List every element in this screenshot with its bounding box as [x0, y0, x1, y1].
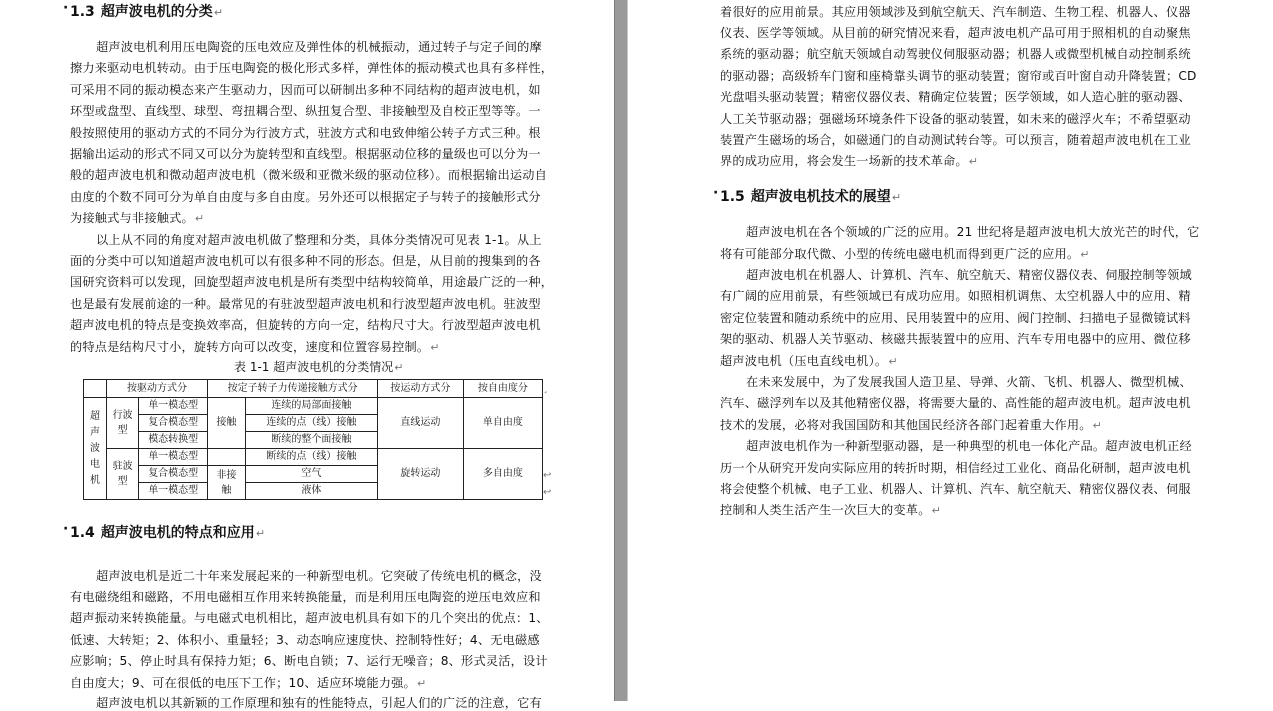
- text-line: [720, 245, 1090, 262]
- right-page: [628, 0, 1273, 701]
- table-cell-motion: 旋转运动: [378, 449, 464, 500]
- text-span: 超声波电机（压电直线电机）。: [720, 354, 888, 368]
- text-line: 历一个从研究开发向实际应用的转折时期，相信经过工业化、商品化研制，超声波电机: [720, 461, 1191, 475]
- text-span: 界的成功应用，将会发生一场新的技术革命。: [720, 154, 968, 168]
- text-line: 汽车、磁浮列车以及其他精密仪器，将需要大量的、高性能的超声波电机。超声波电机: [720, 396, 1191, 410]
- table-cell: 单一模态型: [139, 449, 208, 466]
- cell-text: 型: [117, 425, 128, 436]
- text-line: 有广阔的应用前景，有些领域已有成功应用。如照相机调焦、太空机器人中的应用、精: [720, 289, 1191, 303]
- table-header: 按驱动方式分: [106, 380, 207, 398]
- paragraph-mark: ↵: [968, 155, 979, 168]
- section-title: 超声波电机技术的展望: [750, 189, 891, 205]
- table-header: 按运动方式分: [378, 380, 464, 398]
- paragraph-mark: ↵: [194, 212, 205, 225]
- text-line: 应影响；5、停止时具有保持力矩；6、断电自锁；7、运行无噪音；8、形式灵活，设计: [70, 654, 548, 668]
- paragraph-mark: ↵: [888, 355, 898, 368]
- text-line: 系统的驱动器；航空航天领域自动驾驶仪伺服驱动器；机器人或微型机械自动控制系统: [720, 47, 1191, 61]
- page-gutter: [614, 0, 628, 701]
- cell-char: 电: [89, 458, 100, 470]
- cell-char: 机: [89, 474, 100, 486]
- table-cell: 复合模态型: [139, 466, 208, 483]
- table-cell-non-contact: [208, 466, 246, 500]
- text-line: 仪表、医学等领域。从目前的研究情况来看，超声波电机产品可用于照相机的自动聚焦: [720, 26, 1191, 40]
- cell-text: 驻波: [112, 461, 133, 472]
- table-cell: 单一模态型: [139, 398, 208, 415]
- caption-text: 表 1-1 超声波电机的分类情况: [234, 360, 394, 374]
- row-end-mark: ↩: [543, 487, 552, 498]
- cell-text: 型: [117, 476, 128, 487]
- text-line: 光盘唱头驱动装置；精密仪器仪表、精确定位装置；医学领域，如人造心脏的驱动器、: [720, 90, 1191, 104]
- paragraph-mark: ↵: [1080, 248, 1090, 261]
- text-line: 据输出运动的形式不同又可以分为旋转型和直线型。根据驱动位移的量级也可以分为一: [70, 147, 541, 161]
- paragraph-mark: ↵: [891, 191, 902, 204]
- table-cell: 断续的点（线）接触: [245, 449, 377, 466]
- section-title: 超声波电机的特点和应用: [100, 525, 255, 541]
- text-line: [70, 209, 204, 226]
- text-line: 也是最有发展前途的一种。最常见的有驻波型超声波电机和行波型超声波电机。驻波型: [70, 297, 541, 311]
- paragraph-mark: ↵: [931, 504, 942, 517]
- table-header: 按定子转子力传递接触方式分: [208, 380, 378, 398]
- text-span: 技术的发展，必将对我国国防和其他国民经济各部门起着重大作用。: [720, 418, 1092, 432]
- text-line: 超声振动来转换能量。与电磁式电机相比，超声波电机具有如下的几个突出的优点：1、: [70, 611, 549, 625]
- text-line: 有电磁绕组和磁路，不用电磁相互作用来转换能量，而是利用压电陶瓷的逆压电效应和: [70, 590, 541, 604]
- text-line: 将会使整个机械、电子工业、机器人、计算机、汽车、航空航天、精密仪器仪表、伺服: [720, 482, 1191, 496]
- row-end-mark: ↩: [543, 470, 552, 481]
- text-line: 般的超声波电机和微动超声波电机（微米级和亚微米级的驱动位移）。而根据输出运动自: [70, 168, 548, 182]
- table-cell-motion: 直线运动: [378, 398, 464, 449]
- table-cell: 复合模态型: [139, 415, 208, 432]
- text-line: [720, 501, 941, 518]
- cell-text: 行波: [112, 410, 133, 421]
- text-line: 超声波电机作为一种新型驱动器，是一种典型的机电一体化产品。超声波电机正经: [746, 439, 1192, 453]
- cell-char: 声: [89, 426, 100, 438]
- table-row: [84, 449, 543, 466]
- text-line: [720, 152, 978, 169]
- text-line: 环型或盘型、直线型、球型、弯扭耦合型、纵扭复合型、非接触型及自校正型等等。一: [70, 104, 541, 118]
- section-1-3-heading: [70, 1, 223, 21]
- text-line: 以上从不同的角度对超声波电机做了整理和分类，具体分类情况可见表 1-1。从上: [96, 233, 542, 247]
- cell-text: 非接: [216, 469, 237, 481]
- text-line: 由度的个数不同可分为单自由度与多自由度。另外还可以根据定子与转子的接触形式分: [70, 190, 541, 204]
- cell-text: 触: [221, 484, 232, 496]
- text-line: 超声波电机以其新颖的工作原理和独有的性能特点，引起人们的广泛的注意，它有: [96, 696, 542, 710]
- text-line: [70, 338, 440, 355]
- text-line: 装置产生磁场的场合，如磁通门的自动测试转台等。可以预言，随着超声波电机在工业: [720, 133, 1191, 147]
- paragraph-mark: ↵: [416, 677, 427, 690]
- table-cell-contact: 接触: [208, 398, 246, 449]
- table-cell-dof: 单自由度: [463, 398, 542, 449]
- paragraph-mark: ↵: [213, 6, 224, 19]
- text-line: 擦力来驱动电机转动。由于压电陶瓷的极化形式多样，弹性体的振动模式也具有多样性，: [70, 61, 554, 75]
- section-number: 1.4: [70, 525, 95, 541]
- table-cell-dof: 多自由度: [463, 449, 542, 500]
- paragraph-mark: ↵: [255, 527, 266, 540]
- cell-char: 超: [89, 410, 100, 422]
- table-cell: 断续的整个面接触: [245, 432, 377, 449]
- table-cell-traveling-wave: [106, 398, 138, 449]
- text-line: [70, 674, 426, 691]
- text-line: 架的驱动、机器人关节驱动、核磁共振装置中的应用、汽车专用电器中的应用、微位移: [720, 332, 1191, 346]
- table-header-corner: [84, 380, 107, 398]
- text-line: 密定位装置和随动系统中的应用、民用装置中的应用、阀门控制、扫描电子显微镜试料: [720, 311, 1191, 325]
- text-line: 低速、大转矩；2、体积小、重量轻；3、动态响应速度快、控制特性好；4、无电磁感: [70, 633, 540, 647]
- text-line: 般按照使用的驱动方式的不同分为行波方式，驻波方式和电致伸缩公转子方式三种。根: [70, 126, 541, 140]
- text-line: 超声波电机在各个领域的广泛的应用。21 世纪将是超声波电机大放光芒的时代，它: [746, 225, 1200, 239]
- text-line: 人工关节驱动器；强磁场环境条件下设备的驱动装置，如未来的磁浮火车；不希望驱动: [720, 112, 1191, 126]
- table-cell-standing-wave: [106, 449, 138, 500]
- section-number: 1.5: [720, 189, 745, 205]
- text-line: [720, 352, 898, 369]
- text-line: 超声波电机利用压电陶瓷的压电效应及弹性体的机械振动，通过转子与定子间的摩: [96, 40, 542, 54]
- table-cell: 连续的局部面接触: [245, 398, 377, 415]
- text-line: 可采用不同的振动模态来产生驱动力，因而可以研制出多种不同结构的超声波电机，如: [70, 83, 541, 97]
- text-line: 着很好的应用前景。其应用领域涉及到航空航天、汽车制造、生物工程、机器人、仪器: [720, 5, 1191, 19]
- left-page: [0, 0, 614, 710]
- table-cell: 模态转换型: [139, 432, 208, 449]
- table-cell: 单一模态型: [139, 483, 208, 500]
- text-line: 国研究资料可以发现，回旋型超声波电机是所有类型中结构较简单，用途最广泛的一种，: [70, 275, 554, 289]
- section-1-5-heading: [720, 186, 901, 206]
- text-line: 超声波电机是近二十年来发展起来的一种新型电机。它突破了传统电机的概念，没: [96, 569, 542, 583]
- text-line: [720, 416, 1102, 433]
- text-span: 将有可能部分取代微、小型的传统电磁电机而得到更广泛的应用。: [720, 247, 1080, 261]
- table-caption: [234, 358, 403, 375]
- cell-char: 波: [89, 442, 100, 454]
- classification-table: [83, 379, 543, 500]
- table-header-row: [84, 380, 543, 398]
- table-cell: 液体: [245, 483, 377, 500]
- section-1-4-heading: [70, 522, 265, 542]
- text-span: 的特点是结构尺寸小，旋转方向可以改变，速度和位置容易控制。: [70, 340, 430, 354]
- table-row: [84, 398, 543, 415]
- text-line: 超声波电机的特点是变换效率高，但旋转的方向一定，结构尺寸大。行波型超声波电机: [70, 318, 541, 332]
- section-title: 超声波电机的分类: [100, 4, 213, 20]
- table-cell-empty: [208, 449, 246, 466]
- text-line: 超声波电机在机器人、计算机、汽车、航空航天、精密仪器仪表、伺服控制等领域: [746, 268, 1192, 282]
- paragraph-mark: ↵: [394, 361, 404, 374]
- row-end-mark: ¸: [543, 383, 548, 394]
- table-cell: 空气: [245, 466, 377, 483]
- section-number: 1.3: [70, 4, 95, 20]
- text-span: 为接触式与非接触式。: [70, 211, 194, 225]
- table-cell-row-label: [84, 398, 107, 500]
- text-span: 自由度大；9、可在很低的电压下工作；10、适应环境能力强。: [70, 676, 416, 690]
- text-line: 的驱动器；高级轿车门窗和座椅靠头调节的驱动装置；窗帘或百叶窗自动升降装置；CD: [720, 69, 1197, 83]
- table-cell: 连续的点（线）接触: [245, 415, 377, 432]
- text-line: 在未来发展中，为了发展我国人造卫星、导弹、火箭、飞机、机器人、微型机械、: [746, 375, 1192, 389]
- paragraph-mark: ↵: [430, 341, 440, 354]
- text-line: 面的分类中可以知道超声波电机可以有很多种不同的形态。但是，从目前的搜集到的各: [70, 254, 541, 268]
- text-span: 控制和人类生活产生一次巨大的变革。: [720, 503, 931, 517]
- paragraph-mark: ↵: [1092, 419, 1103, 432]
- table-header: 按自由度分: [463, 380, 542, 398]
